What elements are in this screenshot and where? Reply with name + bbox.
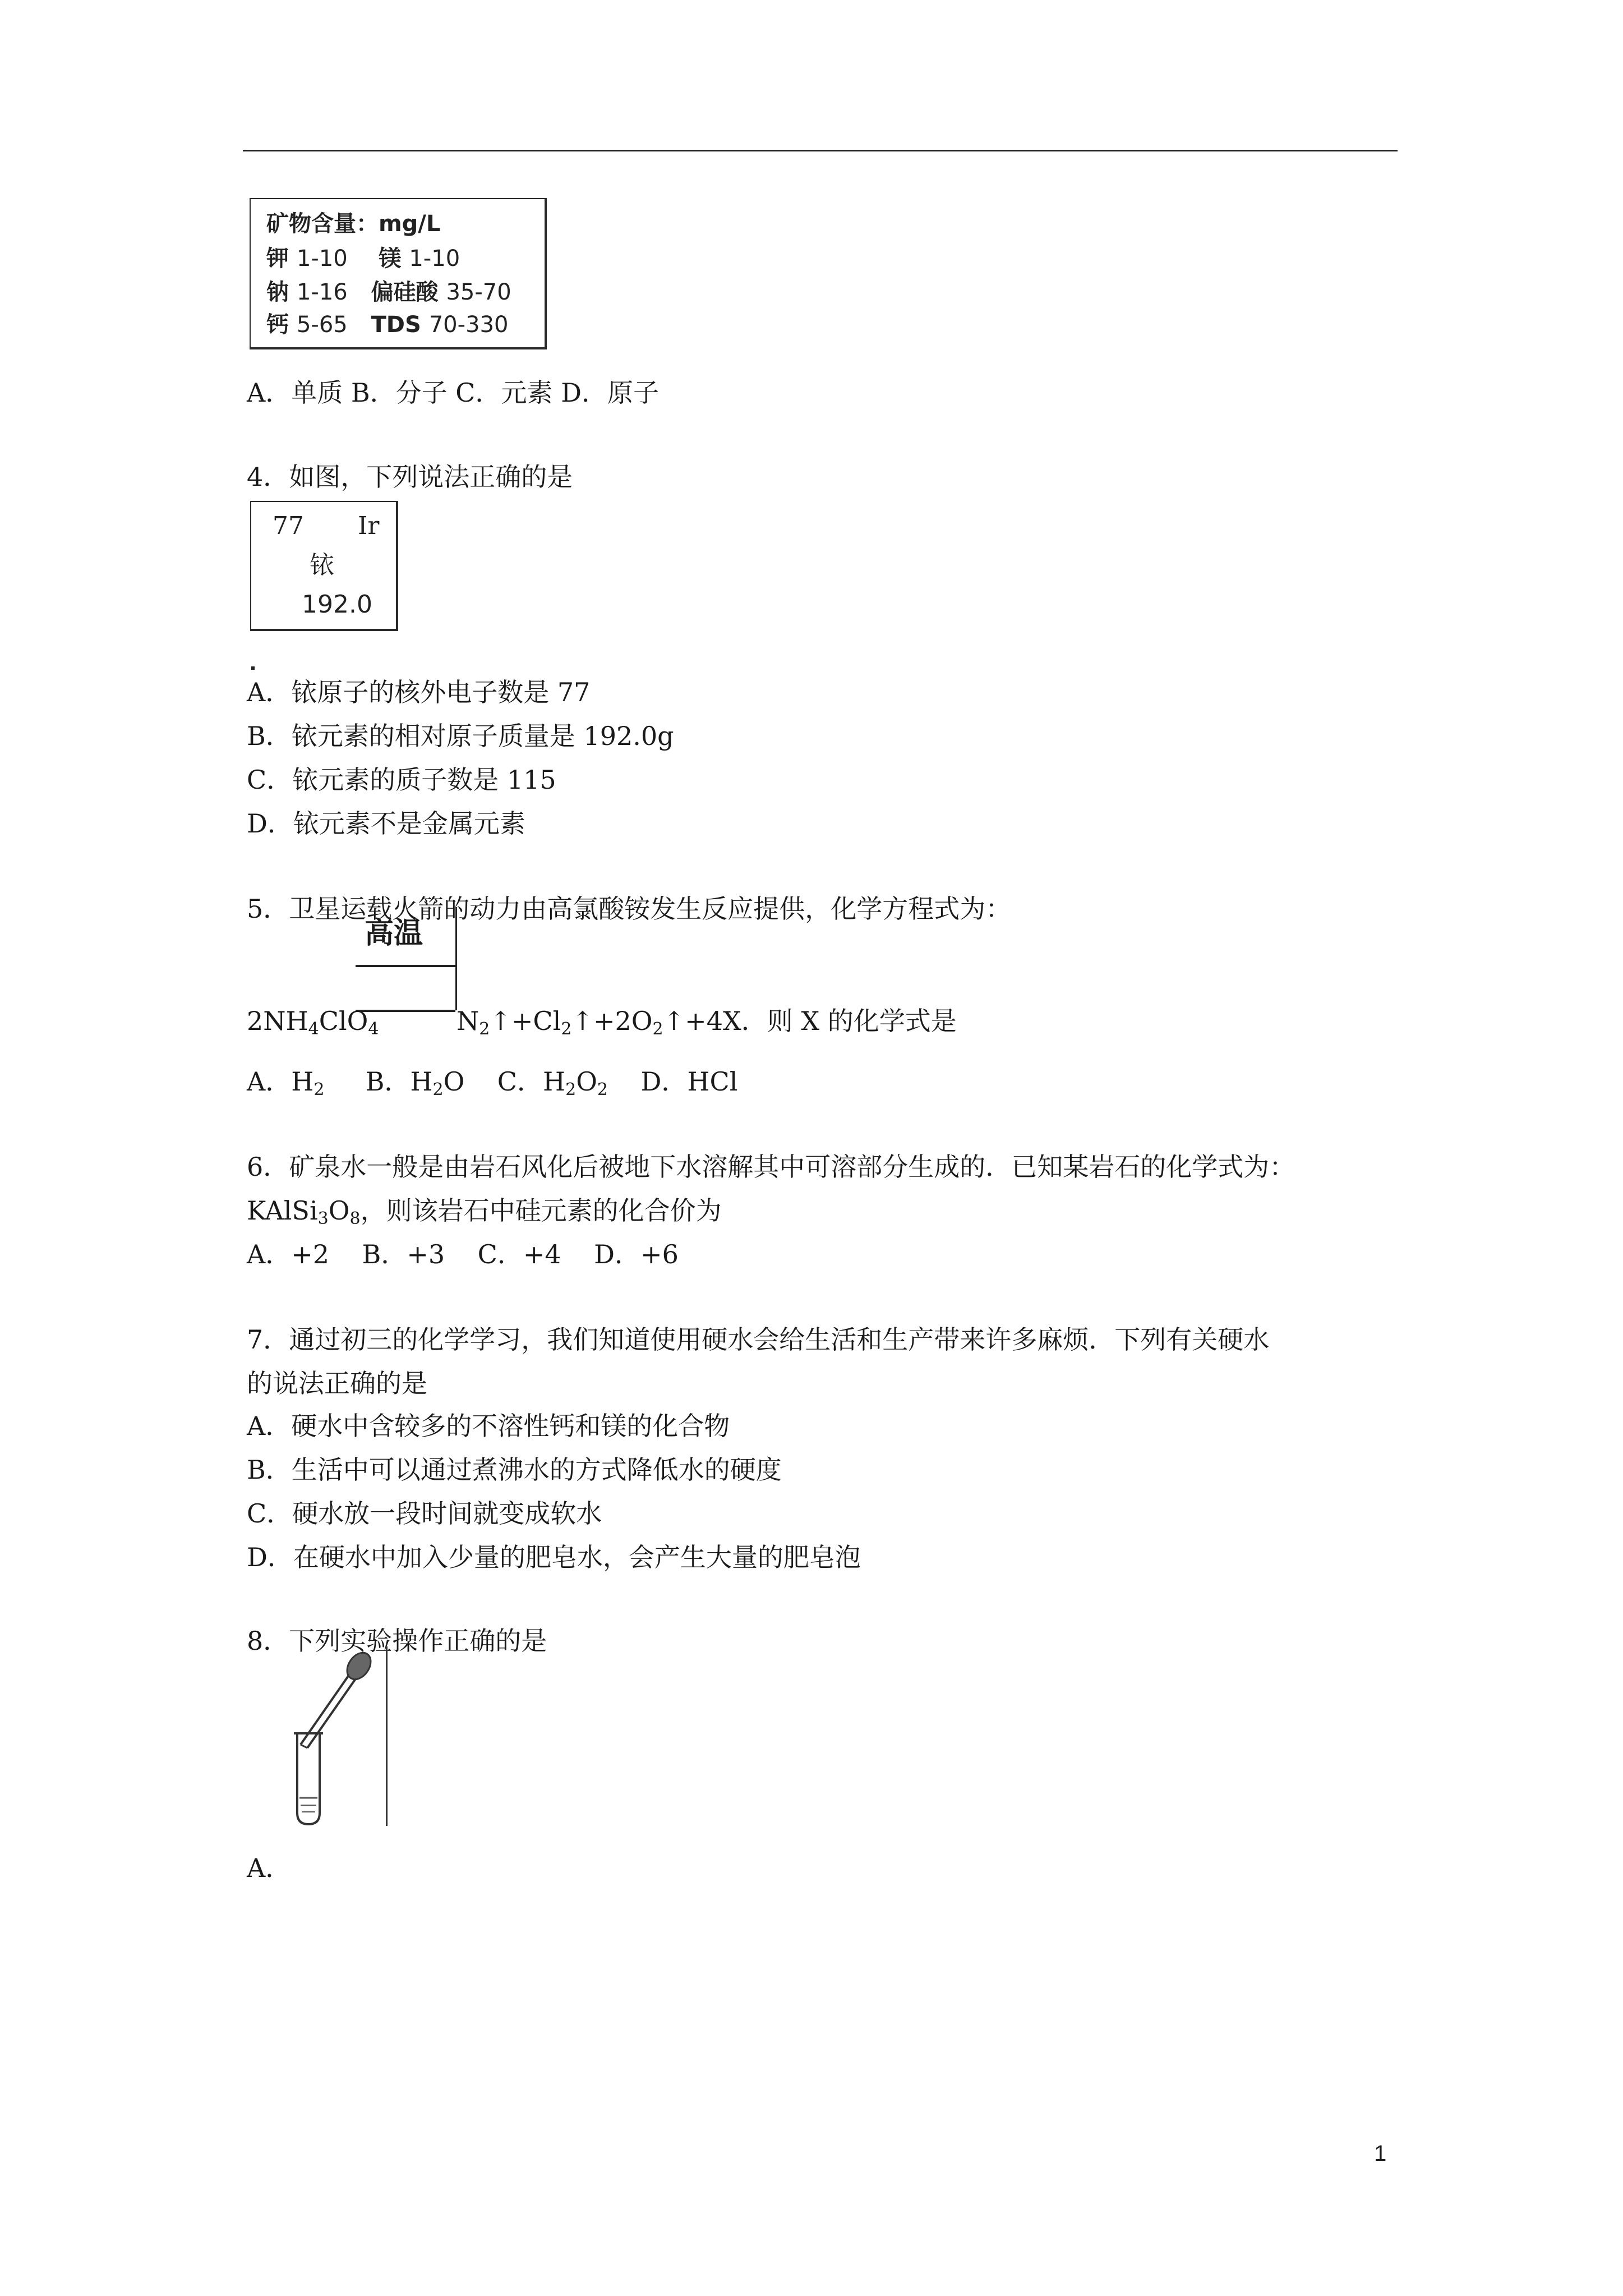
element-symbol: Ir (358, 512, 380, 540)
element-card-iridium (250, 501, 398, 631)
q4-option-d: D．铱元素不是金属元素 (247, 808, 525, 839)
mineral-row-1: 钾 1-10 镁 1-10 (266, 246, 460, 272)
q5-options: A．$H_2$ B．$H_2O$ C．$H_2O_2$ D．HCl (247, 1066, 738, 1099)
mineral-content-label (250, 198, 547, 349)
mineral-row-3: 钙 5-65 TDS 70-330 (266, 312, 509, 338)
q7-option-d: D．在硬水中加入少量的肥皂水，会产生大量的肥皂泡 (247, 1542, 861, 1572)
q8-option-a: A． (247, 1853, 292, 1883)
page-number: 1 (1374, 2141, 1387, 2166)
q4-stem: 4．如图，下列说法正确的是 (247, 462, 573, 492)
q7-option-a: A．硬水中含较多的不溶性钙和镁的化合物 (247, 1411, 730, 1441)
q4-option-b: B．铱元素的相对原子质量是 192.0g (247, 721, 674, 751)
reaction-condition: 高温 (365, 917, 423, 950)
header-rule (243, 150, 1398, 151)
stray-mark (251, 666, 255, 670)
q4-option-a: A．铱原子的核外电子数是 77 (247, 677, 591, 707)
element-name: 铱 (310, 551, 334, 579)
q6-options: A．+2 B．+3 C．+4 D．+6 (247, 1239, 679, 1269)
q7-line-2: 的说法正确的是 (247, 1368, 427, 1398)
q5-products: $N_2↑+Cl_2↑+2O_2↑+4X$．则 X 的化学式是 (457, 1006, 957, 1039)
mineral-row-2: 钠 1-16 偏硅酸 35-70 (266, 279, 511, 305)
q7-line-1: 7．通过初三的化学学习，我们知道使用硬水会给生活和生产带来许多麻烦．下列有关硬水 (247, 1324, 1270, 1355)
q6-line-2: $KAlSi_3O_8$，则该岩石中硅元素的化合价为 (247, 1195, 722, 1228)
q7-option-c: C．硬水放一段时间就变成软水 (247, 1498, 602, 1529)
q8-stem: 8．下列实验操作正确的是 (247, 1626, 547, 1656)
q5-stem: 5．卫星运载火箭的动力由高氯酸铵发生反应提供，化学方程式为： (247, 894, 1012, 924)
q7-option-b: B．生活中可以通过煮沸水的方式降低水的硬度 (247, 1455, 782, 1485)
q4-option-c: C．铱元素的质子数是 115 (247, 765, 556, 795)
mineral-title: 矿物含量：mg/L (266, 211, 441, 237)
condition-underline (356, 965, 455, 967)
atomic-mass: 192.0 (302, 590, 372, 619)
q3-options: A．单质 B．分子 C．元素 D．原子 (247, 378, 659, 408)
q5-reactant: $2NH_4ClO_4$ (247, 1006, 379, 1039)
dropper-test-tube-figure (280, 1649, 393, 1829)
atomic-number: 77 (273, 512, 304, 540)
q6-line-1: 6．矿泉水一般是由岩石风化后被地下水溶解其中可溶部分生成的．已知某岩石的化学式为： (247, 1152, 1295, 1182)
